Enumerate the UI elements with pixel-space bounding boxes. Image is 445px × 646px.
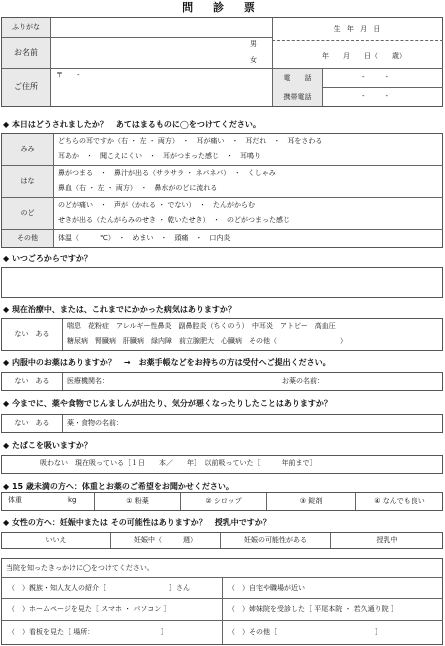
onset-field[interactable] [1, 267, 443, 298]
address-label: ご住所 [14, 82, 38, 92]
medicine-option-any[interactable]: ④ なんでも良い [374, 497, 425, 506]
symptom-nose-line1[interactable]: 鼻がつまる ・ 鼻汁が出る（サラサラ ・ ネバネバ） ・ くしゃみ [58, 169, 276, 177]
referral-option-sister-clinic[interactable]: （ ）姉妹院を受診した［ 平尾本院 ・ 若久通り院 ］ [228, 605, 398, 613]
clinic-name-label: 医療機関名： [67, 377, 109, 385]
medicine-option-syrup[interactable]: ② シロップ [205, 497, 242, 506]
symptom-label-nose: はな [20, 177, 35, 186]
symptom-ear-line2[interactable]: 耳あか ・ 聞こえにくい ・ 耳がつまった感じ ・ 耳鳴り [58, 152, 261, 160]
pregnancy-option-no[interactable]: いいえ [45, 536, 67, 545]
weight-label: 体重 [8, 496, 22, 504]
referral-option-nearby[interactable]: （ ）自宅や職場が近い [228, 584, 305, 592]
drug-name-label: お薬の名前： [282, 377, 324, 385]
furigana-field[interactable] [51, 19, 271, 36]
pregnancy-option-pregnant[interactable]: 妊娠中（ 週） [134, 536, 197, 545]
q2-question: ◆ いつごろからですか？ [3, 254, 92, 263]
sex-female[interactable]: 女 [250, 56, 257, 64]
postal-code[interactable]: 〒 - [56, 71, 80, 79]
symptom-label-throat: のど [20, 209, 35, 218]
symptom-label-ear: みみ [20, 145, 35, 154]
history-line2[interactable]: 糖尿病 腎臓病 肝臓病 緑内障 前立腺肥大 心臓病 その他（ ） [67, 337, 347, 345]
q7-question: ◆ 15 歳未満の方へ：体重とお薬のご希望をお聞かせください。 [3, 482, 234, 491]
phone-label: 電 話 [283, 73, 312, 82]
symptom-throat-line1[interactable]: のどが痛い ・ 声が（かれる ・ でない） ・ たんがからむ [58, 201, 255, 209]
name-field[interactable] [51, 38, 246, 67]
symptom-label-other: その他 [17, 234, 38, 243]
q5-question: ◆ 今までに、薬や食物でじんましんが出たり、気分が悪くなったりしたことはありますか？ [3, 399, 332, 408]
mobile-label: 携帯電話 [283, 92, 312, 101]
pregnancy-option-possible[interactable]: 妊娠の可能性がある [244, 536, 307, 545]
symptom-other-line1[interactable]: 体温（ ℃） ・ めまい ・ 頭痛 ・ 口内炎 [58, 234, 231, 242]
referral-option-signboard[interactable]: （ ）看板を見た［ 場所： ］ [8, 628, 168, 636]
weight-unit: kg [68, 496, 77, 504]
furigana-label: ふりがな [12, 23, 40, 32]
q1-question: ◆ 本日はどうされましたか？ あてはまるものに◯をつけてください。 [3, 120, 261, 129]
referral-option-other[interactable]: （ ）その他［ ］ [228, 628, 382, 636]
medication-choice[interactable]: ない ある [14, 377, 50, 386]
birthdate-field[interactable]: 年 月 日（ 歳） [322, 52, 406, 60]
mobile-field[interactable]: - - [362, 92, 389, 100]
phone-field[interactable]: - - [362, 73, 389, 81]
symptom-nose-line2[interactable]: 鼻血（右 ・ 左 ・ 両方） ・ 鼻水がのどに流れる [58, 184, 218, 192]
history-line1[interactable]: 喘息 花粉症 アレルギー性鼻炎 副鼻腔炎（ちくのう） 中耳炎 アトピー 高血圧 [67, 322, 336, 330]
allergy-choice[interactable]: ない ある [14, 419, 50, 428]
q6-question: ◆ たばこを吸いますか？ [3, 441, 92, 450]
referral-title: 当院を知ったきっかけに◯をつけてください。 [6, 564, 154, 572]
pregnancy-option-nursing[interactable]: 授乳中 [376, 536, 398, 545]
symptom-throat-line2[interactable]: せきが出る（たんがらみのせき ・ 乾いたせき） ・ のどがつまった感じ [58, 216, 290, 224]
address-field[interactable] [51, 80, 271, 105]
referral-option-website[interactable]: （ ）ホームページを見た［ スマホ ・ パソコン ］ [8, 605, 171, 613]
referral-option-acquaintance[interactable]: （ ）親族・知人友人の紹介［ ］さん [8, 584, 190, 592]
medicine-option-tablet[interactable]: ③ 錠剤 [299, 497, 323, 506]
name-label: お名前 [14, 47, 38, 57]
allergy-detail-label: 薬・食物の名前： [67, 419, 123, 427]
q4-question: ◆ 内服中のお薬はありますか？ → お薬手帳などをお持ちの方は受付へご提出ください。 [3, 358, 331, 367]
symptom-ear-line1[interactable]: どちらの耳ですか（右 ・ 左 ・ 両方） ・ 耳が痛い ・ 耳だれ ・ 耳をさわる [58, 137, 323, 145]
sex-male[interactable]: 男 [250, 40, 257, 48]
medicine-option-powder[interactable]: ① 粉薬 [126, 497, 149, 506]
q8-question: ◆ 女性の方へ：妊娠中または その可能性はありますか？ 授乳中ですか？ [3, 518, 271, 527]
birthdate-label: 生 年 月 日 [333, 24, 383, 33]
page-title: 問 診 票 [182, 1, 263, 14]
q3-question: ◆ 現在治療中、または、これまでにかかった病気はありますか？ [3, 305, 236, 314]
smoking-options[interactable]: 吸わない 現在吸っている［１日 本／ 年］ 以前吸っていた［ 年前まで］ [40, 459, 317, 467]
history-choice[interactable]: ない ある [14, 330, 50, 339]
